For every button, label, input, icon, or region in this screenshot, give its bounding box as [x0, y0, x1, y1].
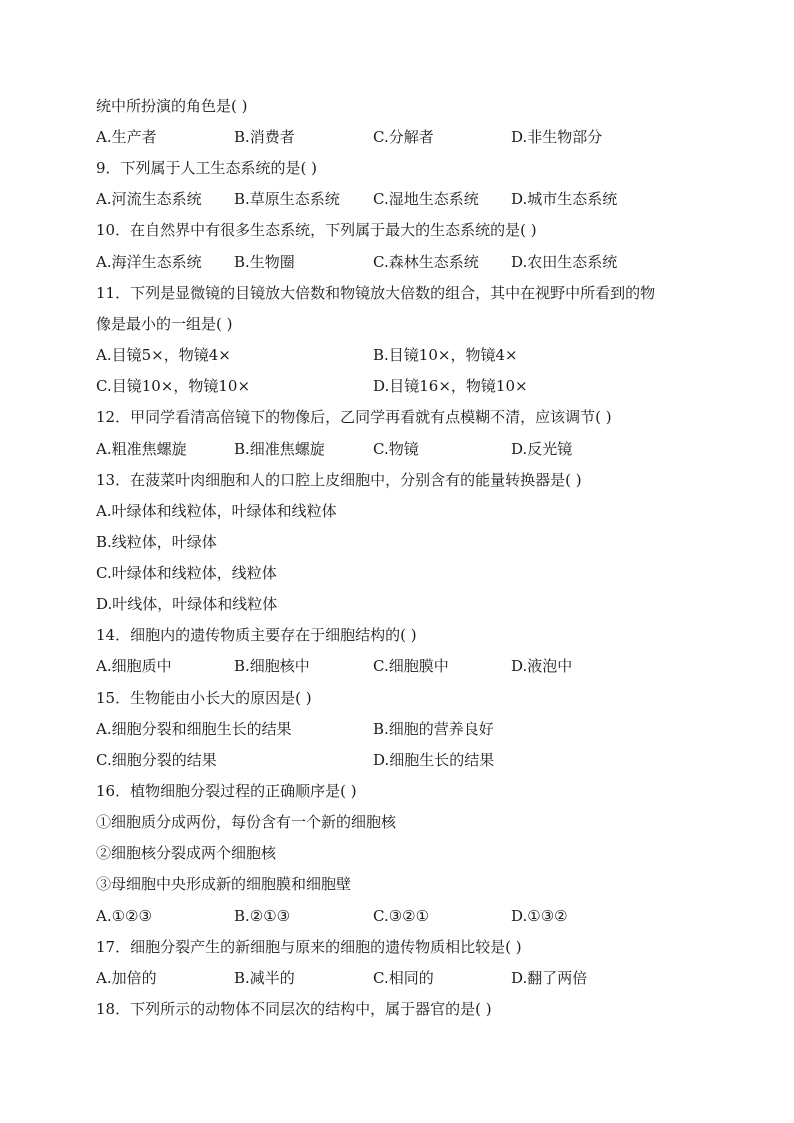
question-9-stem: 9．下列属于人工生态系统的是( ): [96, 159, 318, 177]
question-16-step-3: ③母细胞中央形成新的细胞膜和细胞壁: [96, 875, 352, 893]
question-14-option-c: C.细胞膜中: [373, 657, 449, 675]
question-13-option-b: B.线粒体，叶绿体: [96, 533, 217, 551]
question-8-option-d: D.非生物部分: [511, 128, 603, 146]
question-15-option-a: A.细胞分裂和细胞生长的结果: [96, 720, 292, 738]
question-16-option-c: C.③②①: [373, 907, 430, 925]
question-11-option-d: D.目镜16×，物镜10×: [373, 377, 528, 395]
question-18-stem: 18．下列所示的动物体不同层次的结构中，属于器官的是( ): [96, 1000, 492, 1018]
question-8-option-a: A.生产者: [96, 128, 157, 146]
question-11-option-c: C.目镜10×，物镜10×: [96, 377, 251, 395]
question-10-stem: 10．在自然界中有很多生态系统，下列属于最大的生态系统的是( ): [96, 221, 537, 239]
question-11-stem-line-2: 像是最小的一组是( ): [96, 315, 233, 333]
question-14-option-a: A.细胞质中: [96, 657, 172, 675]
question-10-option-b: B.生物圈: [234, 253, 295, 271]
question-16-option-b: B.②①③: [234, 907, 291, 925]
question-17-option-b: B.减半的: [234, 969, 295, 987]
question-11-option-b: B.目镜10×，物镜4×: [373, 346, 518, 364]
question-16-option-d: D.①③②: [511, 907, 568, 925]
question-10-option-d: D.农田生态系统: [511, 253, 618, 271]
question-17-option-c: C.相同的: [373, 969, 434, 987]
question-17-option-a: A.加倍的: [96, 969, 157, 987]
question-15-option-c: C.细胞分裂的结果: [96, 751, 217, 769]
question-9-option-d: D.城市生态系统: [511, 190, 618, 208]
question-16-option-a: A.①②③: [96, 907, 152, 925]
question-14-stem: 14．细胞内的遗传物质主要存在于细胞结构的( ): [96, 626, 417, 644]
question-12-option-b: B.细准焦螺旋: [234, 440, 325, 458]
question-13-option-d: D.叶线体，叶绿体和线粒体: [96, 595, 278, 613]
question-10-option-a: A.海洋生态系统: [96, 253, 202, 271]
question-12-option-a: A.粗准焦螺旋: [96, 440, 187, 458]
question-16-step-2: ②细胞核分裂成两个细胞核: [96, 844, 277, 862]
question-12-option-c: C.物镜: [373, 440, 419, 458]
question-17-option-d: D.翻了两倍: [511, 969, 588, 987]
question-15-option-d: D.细胞生长的结果: [373, 751, 495, 769]
question-15-option-b: B.细胞的营养良好: [373, 720, 494, 738]
question-11-option-a: A.目镜5×，物镜4×: [96, 346, 231, 364]
question-11-stem-line-1: 11．下列是显微镜的目镜放大倍数和物镜放大倍数的组合，其中在视野中所看到的物: [96, 284, 656, 302]
question-13-option-a: A.叶绿体和线粒体，叶绿体和线粒体: [96, 502, 337, 520]
question-13-option-c: C.叶绿体和线粒体，线粒体: [96, 564, 277, 582]
question-12-option-d: D.反光镜: [511, 440, 573, 458]
question-8-stem: 统中所扮演的角色是( ): [96, 97, 248, 115]
question-16-step-1: ①细胞质分成两份，每份含有一个新的细胞核: [96, 813, 397, 831]
question-10-option-c: C.森林生态系统: [373, 253, 479, 271]
question-9-option-c: C.湿地生态系统: [373, 190, 479, 208]
question-13-stem: 13．在菠菜叶肉细胞和人的口腔上皮细胞中，分别含有的能量转换器是( ): [96, 471, 582, 489]
question-17-stem: 17．细胞分裂产生的新细胞与原来的细胞的遗传物质相比较是( ): [96, 938, 522, 956]
question-8-option-b: B.消费者: [234, 128, 295, 146]
question-14-option-b: B.细胞核中: [234, 657, 310, 675]
question-9-option-a: A.河流生态系统: [96, 190, 202, 208]
question-9-option-b: B.草原生态系统: [234, 190, 340, 208]
question-16-stem: 16．植物细胞分裂过程的正确顺序是( ): [96, 782, 357, 800]
question-8-option-c: C.分解者: [373, 128, 434, 146]
question-15-stem: 15．生物能由小长大的原因是( ): [96, 689, 312, 707]
question-12-stem: 12．甲同学看清高倍镜下的物像后，乙同学再看就有点模糊不清，应该调节( ): [96, 408, 612, 426]
question-14-option-d: D.液泡中: [511, 657, 573, 675]
